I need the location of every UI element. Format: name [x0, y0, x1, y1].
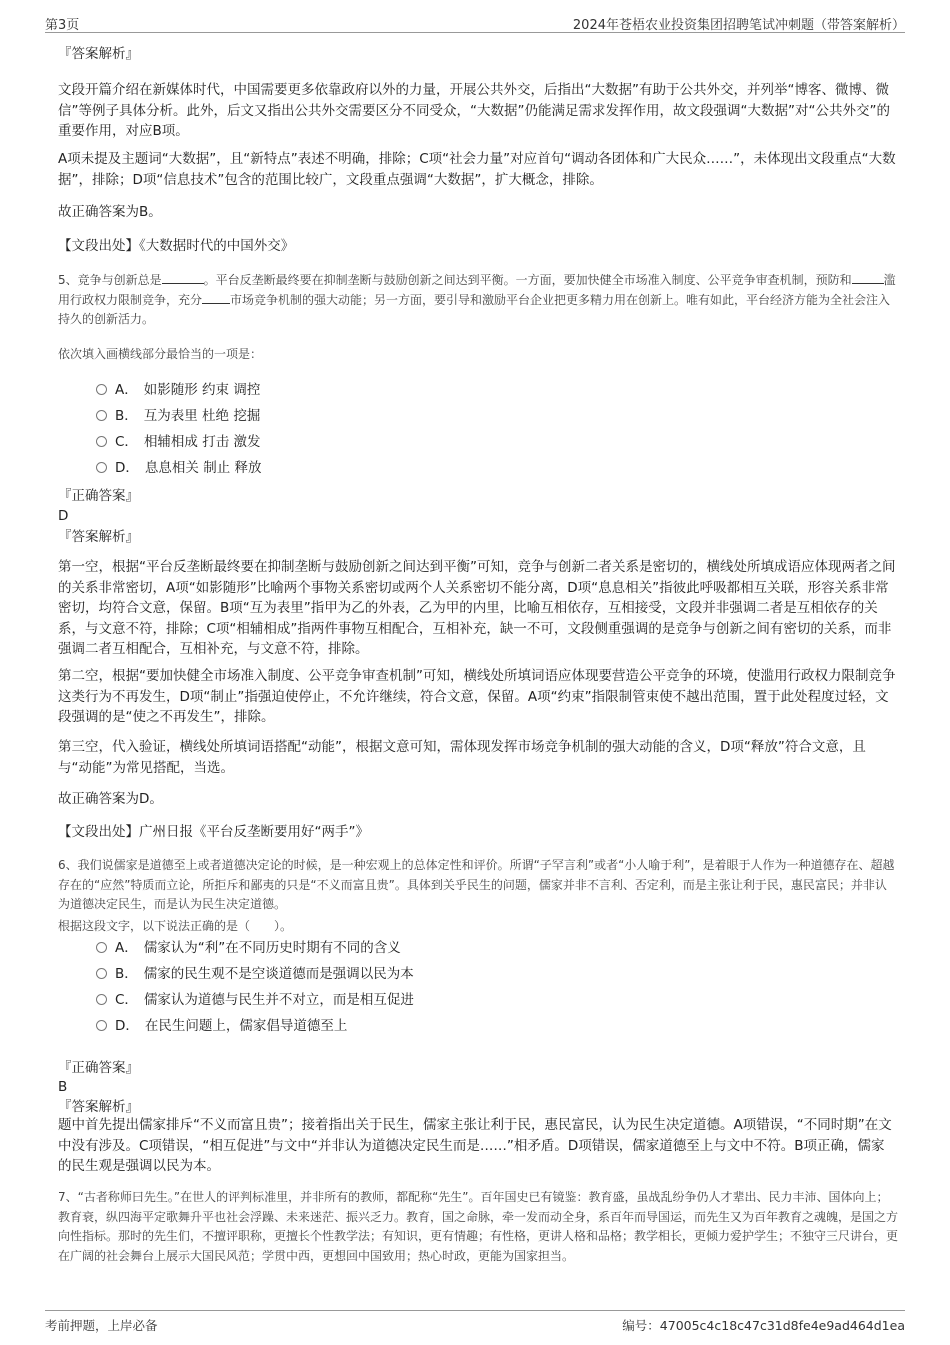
q4-analysis-paragraph-1: 文段开篇介绍在新媒体时代，中国需要更多依靠政府以外的力量，开展公共外交，后指出“大数据”有助于公共外交，并列举“博客、微博、微信”等例子具体分析。此外，后文又指出公共外交需要区分不同受众，“大数据”仍能满足需求发挥作用，故文段强调“大数据”对“公共外交”的重要作用，对应B项。: [58, 82, 890, 139]
document-title: 2024年苍梧农业投资集团招聘笔试冲刺题（带答案解析）: [572, 18, 905, 33]
q5-stem: 5、竞争与创新总是 。平台反垄断最终要在抑制垄断与鼓励创新之间达到平衡。一方面，要加快健全市场准入制度、公平竞争审查机制，预防和 滥用行政权力限制竞争，充分 市场竞争机制的强大动能；另一方面，要引导和激励平台企业把更多精力用在创新上。唯有如此，平台经济方能为全社会注入持久的创新活力。: [58, 273, 896, 326]
q4-analysis-label: 『答案解析』: [58, 46, 139, 62]
footer-slogan: 考前押题，上岸必备: [45, 1318, 158, 1333]
page-footer: [45, 1310, 905, 1335]
blank-1: [162, 271, 204, 284]
q5-source: 【文段出处】广州日报《平台反垄断要用好“两手”》: [58, 824, 369, 840]
document-id: 编号：47005c4c18c47c31d8fe4e9ad464d1ea: [622, 1318, 905, 1333]
q6-option-a[interactable]: A． 儒家认为“利”在不同历史时期有不同的含义: [96, 938, 596, 958]
radio-icon[interactable]: [96, 436, 107, 447]
q4-analysis-paragraph-2: A项未提及主题词“大数据”，且“新特点”表述不明确，排除；C项“社会力量”对应首句“调动各团体和广大民众……”，未体现出文段重点“大数据”，排除；D项“信息技术”包含的范围比较广，文段重点强调“大数据”，扩大概念，排除。: [58, 151, 896, 188]
blank-3: [202, 291, 230, 304]
q5-option-a[interactable]: A． 如影随形 约束 调控: [96, 380, 596, 400]
q7-stem: 7、“古者称师曰先生。”在世人的评判标准里，并非所有的教师，都配称“先生”。百年国史已有镜鉴：教育盛，虽战乱纷争仍人才辈出、民力丰沛、国体向上；教育衰，纵四海平定歌舞升平也社会浮躁、未来迷茫、振兴乏力。教育，国之命脉，牵一发而动全身，系百年而导国运，而先生又为百年教育之魂魄，是国之方向性指标。那时的先生们，不擅评职称，更擅长个性教学法；有知识，更有情趣；有性格，更讲人格和品格；教学相长，更倾力爱护学生；不独守三尺讲台，更在广阔的社会舞台上展示大国民风范；学贯中西，更想回中国致用；热心时政，更能为国家担当。: [58, 1190, 899, 1263]
radio-icon[interactable]: [96, 1020, 107, 1031]
q5-answer: D: [58, 508, 69, 524]
radio-icon[interactable]: [96, 384, 107, 395]
radio-icon[interactable]: [96, 994, 107, 1005]
q6-option-b[interactable]: B． 儒家的民生观不是空谈道德而是强调以民为本: [96, 964, 596, 984]
radio-icon[interactable]: [96, 942, 107, 953]
q6-analysis-label: 『答案解析』: [58, 1099, 139, 1115]
radio-icon[interactable]: [96, 462, 107, 473]
q5-analysis-paragraph-2: 第二空，根据“要加快健全市场准入制度、公平竞争审查机制”可知，横线处所填词语应体现要营造公平竞争的环境，使滥用行政权力限制竞争这类行为不再发生，D项“制止”指强迫使停止，不允许继续，符合文意，保留。A项“约束”指限制管束使不越出范围，置于此处程度过轻，文段强调的是“使之不再发生”，排除。: [58, 668, 896, 725]
page-number: 第3页: [45, 18, 80, 33]
q6-question: 根据这段文字，以下说法正确的是（ ）。: [58, 919, 293, 933]
q6-stem: 6、我们说儒家是道德至上或者道德决定论的时候，是一种宏观上的总体定性和评价。所谓“子罕言利”或者“小人喻于利”，是着眼于人作为一种道德存在、超越存在的“应然”特质而立论，所拒斥和鄙夷的只是“不义而富且贵”。具体到关乎民生的问题，儒家并非不言利、否定利，而是主张让利于民，惠民富民；并非认为道德决定民生，而是认为民生决定道德。: [58, 858, 895, 911]
q5-conclusion: 故正确答案为D。: [58, 791, 163, 807]
q5-option-b[interactable]: B． 互为表里 杜绝 挖掘: [96, 406, 596, 426]
q4-conclusion: 故正确答案为B。: [58, 204, 162, 220]
q5-analysis-paragraph-3: 第三空，代入验证，横线处所填词语搭配“动能”，根据文意可知，需体现发挥市场竞争机制的强大动能的含义，D项“释放”符合文意，且与“动能”为常见搭配，当选。: [58, 739, 866, 776]
blank-2: [852, 271, 884, 284]
q6-option-d[interactable]: D． 在民生问题上，儒家倡导道德至上: [96, 1016, 596, 1036]
q6-analysis: 题中首先提出儒家排斥“不义而富且贵”；接着指出关于民生，儒家主张让利于民，惠民富民，认为民生决定道德。A项错误，“不同时期”在文中没有涉及。C项错误，“相互促进”与文中“并非认为道德决定民生而是……”相矛盾。D项错误，儒家道德至上与文中不符。B项正确，儒家的民生观是强调以民为本。: [58, 1117, 892, 1174]
q5-answer-label: 『正确答案』: [58, 488, 139, 504]
q6-option-c[interactable]: C． 儒家认为道德与民生并不对立，而是相互促进: [96, 990, 596, 1010]
q5-analysis-paragraph-1: 第一空，根据“平台反垄断最终要在抑制垄断与鼓励创新之间达到平衡”可知，竞争与创新二者关系是密切的，横线处所填成语应体现两者之间的关系非常密切，A项“如影随形”比喻两个事物关系密切或两个人关系密切不能分离，D项“息息相关”指彼此呼吸都相互关联，形容关系非常密切，均符合文意，保留。B项“互为表里”指甲为乙的外表，乙为甲的内里，比喻互相依存，互相接受，文段并非强调二者是互相依存的关系，与文意不符，排除；C项“相辅相成”指两件事物互相配合，互相补充，缺一不可，文段侧重强调的是竞争与创新之间有密切的关系，而非强调二者互相配合，互相补充，与文意不符，排除。: [58, 559, 896, 657]
radio-icon[interactable]: [96, 410, 107, 421]
page-header: [45, 10, 905, 33]
q5-question: 依次填入画横线部分最恰当的一项是：: [58, 347, 263, 361]
q6-answer: B: [58, 1079, 68, 1095]
q5-option-d[interactable]: D． 息息相关 制止 释放: [96, 458, 596, 478]
q4-source: 【文段出处】《大数据时代的中国外交》: [58, 238, 295, 254]
q5-option-c[interactable]: C． 相辅相成 打击 激发: [96, 432, 596, 452]
q6-answer-label: 『正确答案』: [58, 1060, 139, 1076]
q5-analysis-label: 『答案解析』: [58, 529, 139, 545]
radio-icon[interactable]: [96, 968, 107, 979]
